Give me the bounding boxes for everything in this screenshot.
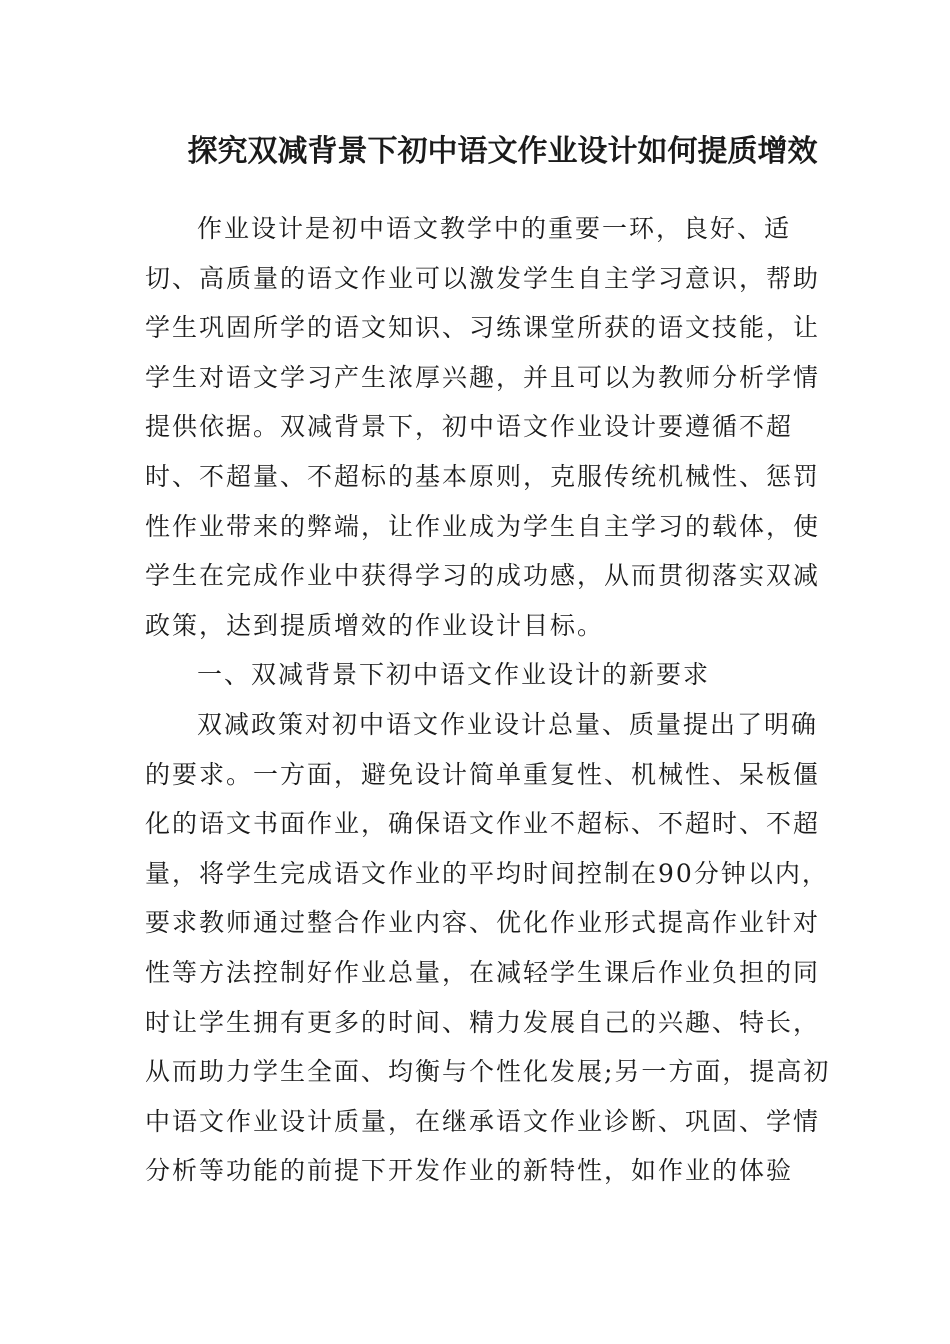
paragraph-line: 时、不超量、不超标的基本原则，克服传统机械性、惩罚 [145, 461, 821, 491]
paragraph-line: 从而助力学生全面、均衡与个性化发展;另一方面，提高初 [145, 1057, 831, 1087]
paragraph-line: 学生在完成作业中获得学习的成功感，从而贯彻落实双减 [145, 561, 821, 591]
paragraph-line: 切、高质量的语文作业可以激发学生自主学习意识，帮助 [145, 263, 821, 293]
paragraph-line: 要求教师通过整合作业内容、优化作业形式提高作业针对 [145, 908, 821, 938]
paragraph-line: 化的语文书面作业，确保语文作业不超标、不超时、不超 [145, 809, 821, 839]
paragraph-line: 中语文作业设计质量，在继承语文作业诊断、巩固、学情 [145, 1106, 821, 1136]
paragraph-line: 提供依据。双减背景下，初中语文作业设计要遵循不超 [145, 412, 794, 442]
paragraph-line: 作业设计是初中语文教学中的重要一环，良好、适 [197, 214, 792, 243]
paragraph-line: 政策，达到提质增效的作业设计目标。 [145, 610, 605, 640]
paragraph-line: 时让学生拥有更多的时间、精力发展自己的兴趣、特长， [145, 1007, 821, 1037]
document-title: 探究双减背景下初中语文作业设计如何提质增效 [187, 134, 818, 169]
paragraph-line: 的要求。一方面，避免设计简单重复性、机械性、呆板僵 [145, 759, 821, 789]
paragraph-line: 性等方法控制好作业总量，在减轻学生课后作业负担的同 [145, 957, 821, 987]
paragraph-line: 量，将学生完成语文作业的平均时间控制在90分钟以内， [145, 858, 829, 888]
paragraph-line: 学生对语文学习产生浓厚兴趣，并且可以为教师分析学情 [145, 362, 821, 392]
paragraph-line: 双减政策对初中语文作业设计总量、质量提出了明确 [197, 709, 819, 739]
paragraph-line: 性作业带来的弊端，让作业成为学生自主学习的载体，使 [145, 511, 821, 541]
document-body [145, 204, 831, 1196]
paragraph-line: 分析等功能的前提下开发作业的新特性，如作业的体验 [145, 1156, 794, 1186]
paragraph-line: 学生巩固所学的语文知识、习练课堂所获的语文技能，让 [145, 313, 821, 343]
section-heading: 一、双减背景下初中语文作业设计的新要求 [197, 660, 711, 690]
